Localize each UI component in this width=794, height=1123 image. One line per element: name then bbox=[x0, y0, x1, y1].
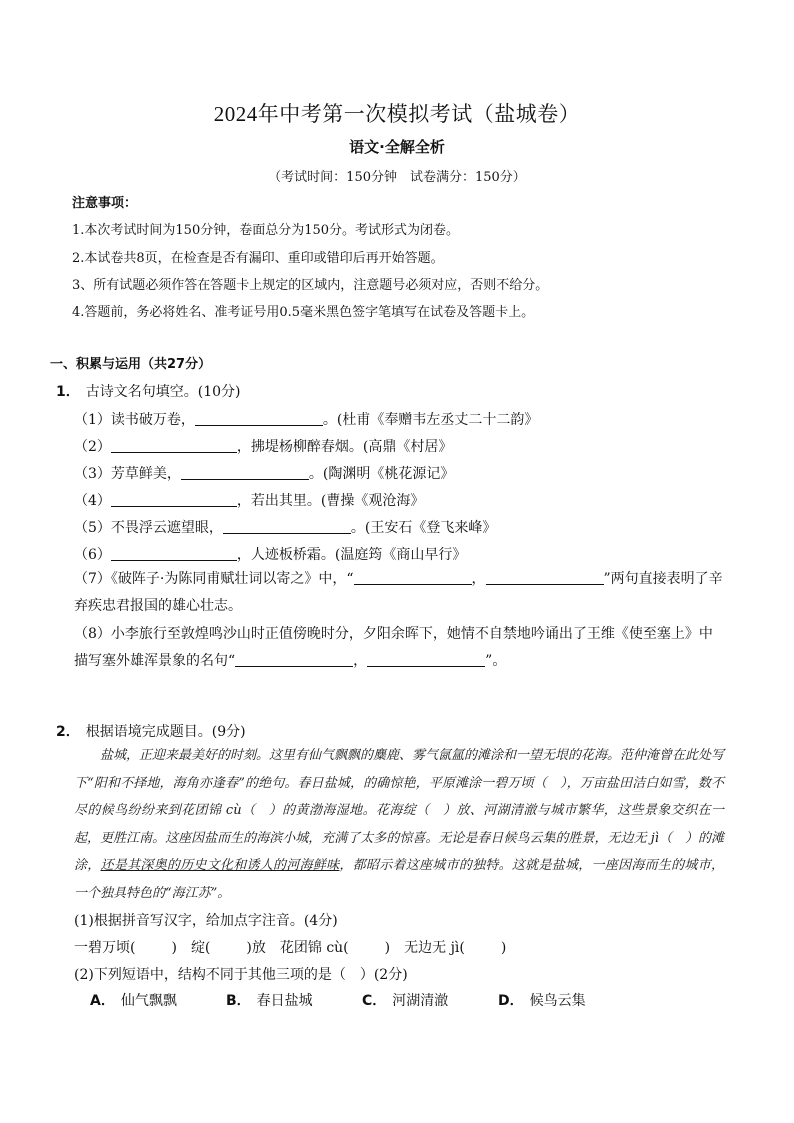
option-c[interactable] bbox=[362, 990, 498, 1010]
pinyin-row bbox=[74, 937, 520, 957]
pinyin-label: )放 bbox=[246, 940, 266, 956]
option-letter: D． bbox=[498, 993, 524, 1009]
option-d[interactable] bbox=[498, 990, 634, 1010]
line-source: 。(王安石《登飞来峰》 bbox=[350, 520, 497, 536]
question-prompt: 根据语境完成题目。(9分) bbox=[85, 724, 246, 740]
fill-line-3 bbox=[74, 463, 454, 483]
pinyin-item bbox=[404, 937, 506, 957]
answer-blank[interactable] bbox=[223, 519, 351, 534]
question-1-heading bbox=[56, 381, 241, 401]
line-text: （3）芳草鲜美， bbox=[74, 466, 181, 482]
question-2-heading bbox=[56, 721, 246, 741]
pinyin-item bbox=[74, 937, 177, 957]
fill-line-2 bbox=[74, 436, 452, 456]
question-number: 2． bbox=[56, 724, 80, 740]
pinyin-label: 一碧万顷( bbox=[74, 940, 136, 956]
item-text: ”两句直接表明了辛弃疾忠君报国的雄心壮志。 bbox=[74, 571, 723, 614]
answer-blank[interactable] bbox=[111, 438, 237, 453]
question-prompt: 古诗文名句填空。(10分) bbox=[85, 384, 241, 400]
pinyin-label: ) bbox=[500, 940, 507, 956]
sub-question-1: (1)根据拼音写汉字，给加点字注音。(4分) bbox=[74, 913, 338, 929]
notice-item: 1.本次考试时间为150分钟，卷面总分为150分。考试形式为闭卷。 bbox=[72, 223, 460, 238]
line-source: 。(杜甫《奉赠韦左丞丈二十二韵》 bbox=[322, 412, 539, 428]
option-a[interactable] bbox=[90, 990, 226, 1010]
line-text: （5）不畏浮云遮望眼， bbox=[74, 520, 223, 536]
answer-blank[interactable] bbox=[367, 652, 485, 667]
fill-line-4 bbox=[74, 490, 424, 510]
underlined-sentence: 还是其深奥的历史文化和诱人的河海鲜味 bbox=[100, 858, 340, 873]
notice-heading: 注意事项： bbox=[72, 196, 138, 211]
line-text: （2） bbox=[74, 439, 111, 455]
option-text: 候鸟云集 bbox=[529, 993, 586, 1009]
answer-blank[interactable] bbox=[195, 411, 323, 426]
fill-line-1 bbox=[74, 409, 538, 429]
line-text: （4） bbox=[74, 493, 111, 509]
item-text: ”。 bbox=[485, 653, 507, 669]
answer-blank[interactable] bbox=[111, 546, 237, 561]
notice-item: 3、所有试题必须作答在答题卡上规定的区域内，注意题号必须对应，否则不给分。 bbox=[72, 278, 549, 293]
answer-blank[interactable] bbox=[486, 570, 604, 585]
pinyin-item bbox=[191, 937, 266, 957]
pinyin-item bbox=[280, 937, 390, 957]
notice-item: 4.答题前，务必将姓名、准考证号用0.5毫米黑色签字笔填写在试卷及答题卡上。 bbox=[72, 305, 535, 320]
fill-line-6 bbox=[74, 544, 466, 564]
line-source: ，若出其里。(曹操《观沧海》 bbox=[236, 493, 425, 509]
answer-blank[interactable] bbox=[235, 652, 353, 667]
fill-line-5 bbox=[74, 517, 496, 537]
question-number: 1． bbox=[56, 384, 80, 400]
item-text: （7）《破阵子·为陈同甫赋壮词以寄之》中，“ bbox=[74, 571, 354, 587]
item-text: （8）小李旅行至敦煌鸣沙山时正值傍晚时分，夕阳余晖下，她情不自禁地吟诵出了王维《使至塞上》中描写塞外雄浑景象的名句“ bbox=[74, 626, 713, 669]
answer-blank[interactable] bbox=[111, 492, 237, 507]
page-title: 2024年中考第一次模拟考试（盐城卷） bbox=[213, 102, 581, 126]
item-text: ， bbox=[471, 571, 486, 587]
passage-text: 盐城，正迎来最美好的时刻。这里有仙气飘飘的麋鹿、雾气氤氲的滩涂和一望无垠的花海。范仲淹曾在此处写下“阳和不择地，海角亦逢春”的绝句。春日盐城，的确惊艳，平原滩涂一碧万顷（ ），万亩盐田洁白如雪，数不尽的候鸟纷纷来到花团锦 cù（ ）的黄渤海湿地。花海绽（ ）放、河湖清澈与城市繁华，这些景象交织在一起，更胜江南。这座因盐而生的海滨小城，充满了太多的惊喜。无论是春日候鸟云集的胜景，无边无 jì（ ）的滩涂， bbox=[74, 748, 725, 873]
pinyin-label: ) bbox=[384, 940, 391, 956]
sub-question-2: (2)下列短语中，结构不同于其他三项的是（ ）(2分) bbox=[74, 967, 408, 983]
line-text: （6） bbox=[74, 547, 111, 563]
answer-blank[interactable] bbox=[181, 465, 309, 480]
answer-blank[interactable] bbox=[354, 570, 472, 585]
pinyin-label: 绽( bbox=[190, 940, 211, 956]
options-row bbox=[90, 990, 634, 1010]
item-text: ， bbox=[353, 653, 368, 669]
line-source: ，拂堤杨柳醉春烟。(高鼎《村居》 bbox=[236, 439, 453, 455]
passage-text: ，都昭示着这座城市的独特。这就是盐城，一座因海而生的城市，一个独具特色的“海江苏”。 bbox=[74, 858, 724, 901]
pinyin-label: ) bbox=[171, 940, 177, 956]
option-letter: C． bbox=[362, 993, 387, 1009]
fill-item-7 bbox=[74, 566, 724, 620]
option-text: 仙气飘飘 bbox=[120, 993, 177, 1009]
section-heading: 一、积累与运用（共27分） bbox=[50, 357, 212, 372]
line-source: ，人迹板桥霜。(温庭筠《商山早行》 bbox=[236, 547, 467, 563]
line-text: （1）读书破万卷， bbox=[74, 412, 195, 428]
option-text: 春日盐城 bbox=[256, 993, 313, 1009]
option-letter: B． bbox=[226, 993, 251, 1009]
pinyin-label: 无边无 jì( bbox=[404, 940, 465, 956]
page-subtitle: 语文·全解全析 bbox=[349, 138, 445, 156]
notice-item: 2.本试卷共8页，在检查是否有漏印、重印或错印后再开始答题。 bbox=[72, 251, 444, 266]
fill-item-8 bbox=[74, 621, 724, 675]
option-b[interactable] bbox=[226, 990, 362, 1010]
pinyin-label: 花团锦 cù( bbox=[279, 940, 349, 956]
option-text: 河湖清澈 bbox=[392, 993, 449, 1009]
exam-info: （考试时间：150分钟 试卷满分：150分） bbox=[268, 170, 526, 185]
line-source: 。(陶渊明《桃花源记》 bbox=[308, 466, 455, 482]
option-letter: A． bbox=[90, 993, 115, 1009]
reading-passage bbox=[74, 742, 724, 907]
